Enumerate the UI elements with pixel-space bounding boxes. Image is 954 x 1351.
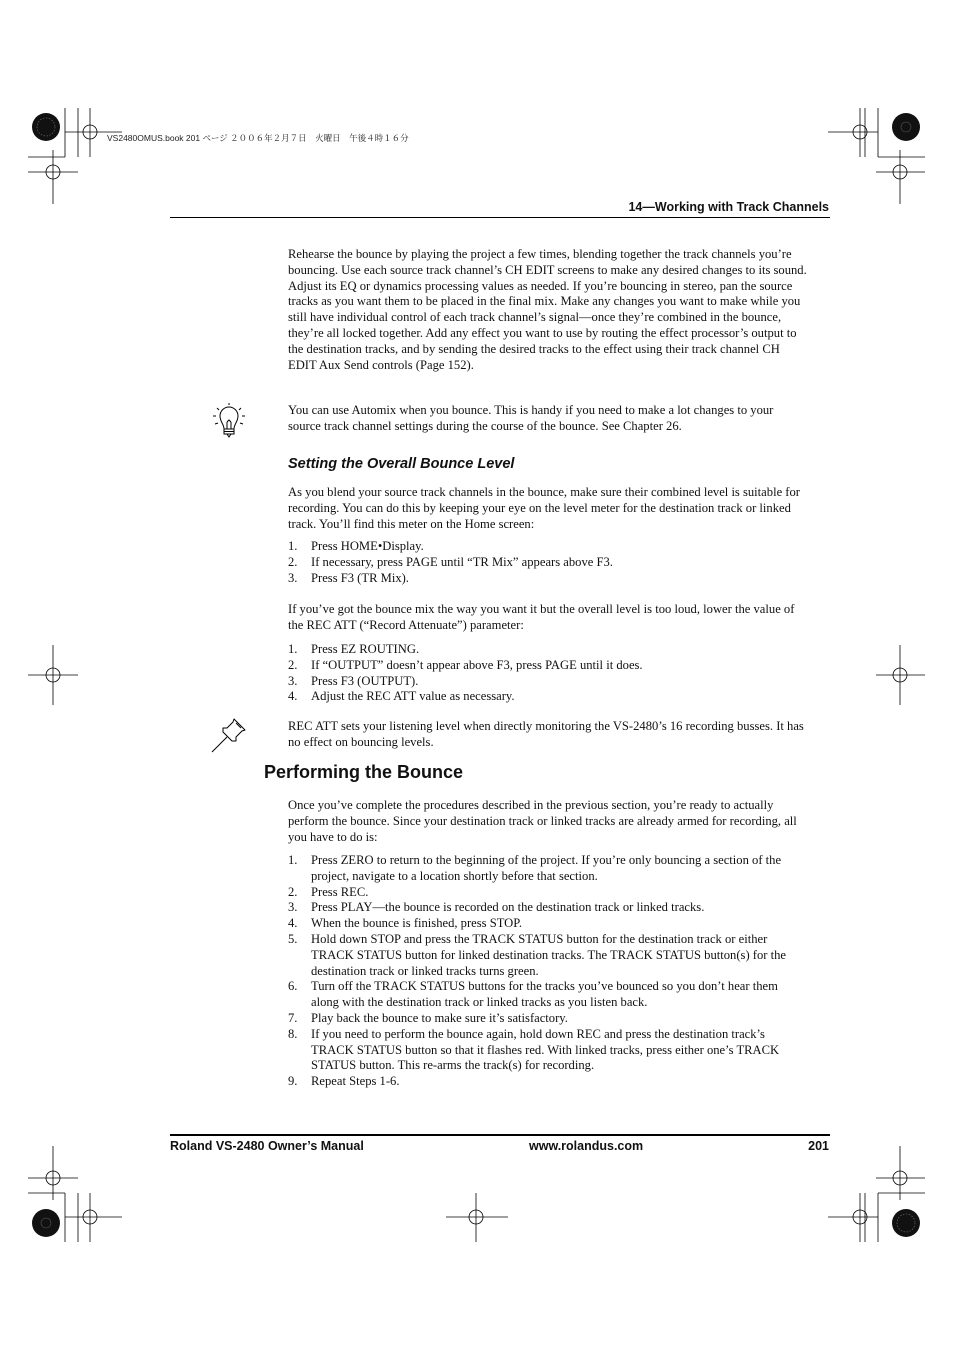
header-rule — [170, 217, 830, 218]
list-item: 1. Press EZ ROUTING. — [288, 642, 420, 656]
note-text: REC ATT sets your listening level when directly monitoring the VS-2480’s 16 recording busses. It has no effect on bouncing levels. — [288, 719, 804, 749]
tip-text: You can use Automix when you bounce. This is handy if you need to make a lot changes to your source track channel settings during the course of the bounce. See Chapter 26. — [288, 403, 774, 433]
list-item: 2. If “OUTPUT” doesn’t appear above F3, press PAGE until it does. — [288, 657, 643, 672]
bounce-level-steps-1 — [288, 539, 808, 586]
section-heading-bounce-level: Setting the Overall Bounce Level — [288, 456, 515, 472]
running-header: 14—Working with Track Channels — [628, 200, 829, 214]
bounce-level-paragraph-1: As you blend your source track channels in the bounce, make sure their combined level is suitable for recording. You can do this by keeping your eye on the level meter for the destination track or linked track. You’ll find this meter on the Home screen: — [288, 485, 800, 531]
list-item: 4. When the bounce is finished, press STOP. — [288, 916, 523, 931]
list-item: 4. Adjust the REC ATT value as necessary. — [288, 689, 515, 704]
list-item: 8. If you need to perform the bounce again, hold down REC and press the destination track’s TRACK STATUS button so that it flashes red. With linked tracks, press either one’s TRACK STATUS button. This re-arms the track(s) for recording. — [288, 1026, 780, 1073]
print-info: VS2480OMUS.book 201 ページ ２００６年２月７日 火曜日 午後４時１６分 — [107, 133, 409, 143]
pushpin-icon — [210, 716, 248, 754]
performing-paragraph: Once you’ve complete the procedures described in the previous section, you’re ready to actually perform the bounce. Since your destination track or linked tracks are already armed for recording, all you have to do is: — [288, 798, 797, 844]
list-item: 2. If necessary, press PAGE until “TR Mix” appears above F3. — [288, 554, 613, 569]
performing-steps — [288, 853, 808, 1090]
list-item: 1. Press ZERO to return to the beginning of the project. If you’re only bouncing a section of the project, navigate to a location shortly before that section. — [288, 853, 782, 883]
footer-manual-title: Roland VS-2480 Owner’s Manual — [170, 1139, 364, 1153]
list-item: 5. Hold down STOP and press the TRACK STATUS button for the destination track or either TRACK STATUS button for linked destination tracks. The TRACK STATUS button(s) for the destination track or linked tracks turns green. — [288, 931, 786, 978]
list-item: 7. Play back the bounce to make sure it’s satisfactory. — [288, 1010, 568, 1025]
intro-paragraph: Rehearse the bounce by playing the project a few times, blending together the track channels you’re bouncing. Use each source track channel’s CH EDIT screens to make any desired changes to its sound. Adjust its EQ or dynamics processing values as needed. If you’re bouncing in stereo, pan the source tracks as you want them to be placed in the final mix. Make any changes you want to make while you still have individual control of each track channel’s signal—once they’re combined in the bounce, they’re all locked together. Add any effect you want to use by routing the effect processor’s output to the destination tracks, and by sending the desired tracks to the effect using their track channel CH EDIT Aux Send controls (Page 152). — [288, 247, 807, 372]
list-item: 9. Repeat Steps 1-6. — [288, 1074, 400, 1089]
footer-rule — [170, 1134, 830, 1136]
section-heading-performing: Performing the Bounce — [264, 762, 464, 782]
page-number: 201 — [808, 1139, 829, 1153]
list-item: 6. Turn off the TRACK STATUS buttons for the tracks you’ve bounced so you don’t hear them along with the destination track or linked tracks as you listen back. — [288, 979, 778, 1010]
list-item: 3. Press PLAY—the bounce is recorded on the destination track or linked tracks. — [288, 900, 705, 915]
list-item: 1. Press HOME•Display. — [288, 539, 424, 553]
bounce-level-paragraph-2: If you’ve got the bounce mix the way you want it but the overall level is too loud, lower the value of the REC ATT (“Record Attenuate”) parameter: — [288, 602, 795, 632]
footer-url: www.rolandus.com — [529, 1139, 644, 1153]
bounce-level-steps-2 — [288, 642, 808, 705]
list-item: 2. Press REC. — [288, 884, 369, 899]
list-item: 3. Press F3 (TR Mix). — [288, 570, 409, 585]
lightbulb-icon — [212, 402, 246, 438]
list-item: 3. Press F3 (OUTPUT). — [288, 673, 419, 688]
